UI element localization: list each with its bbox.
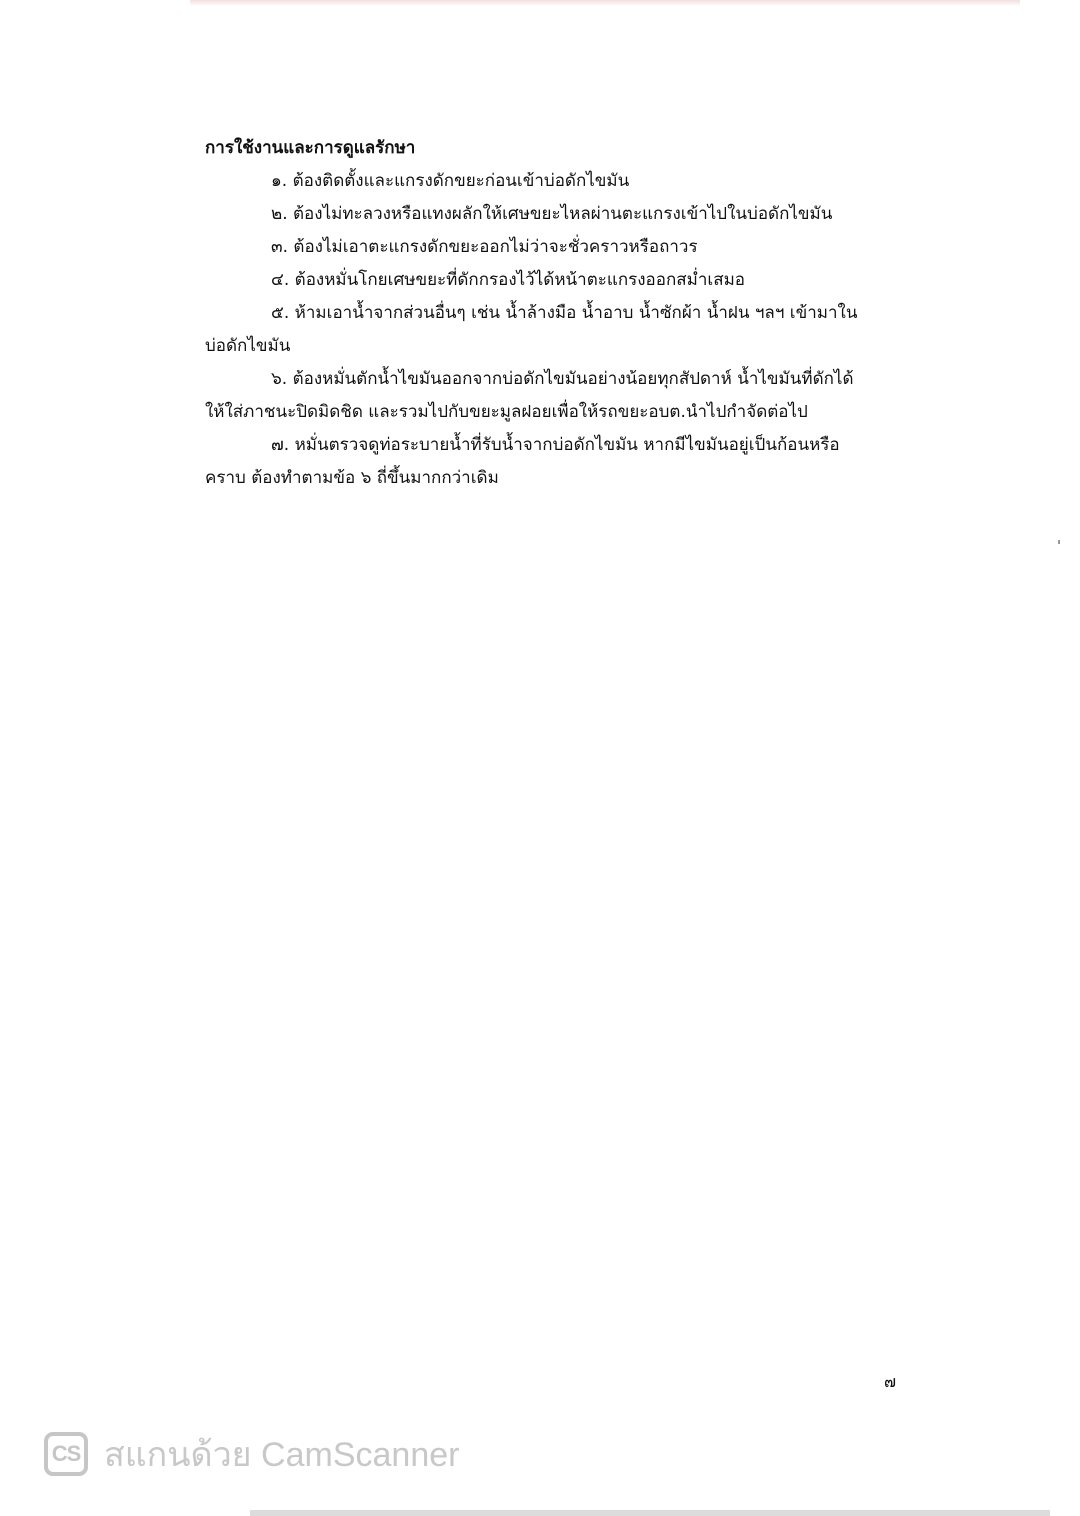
paragraph-line: บ่อดักไขมัน	[205, 336, 291, 356]
document-body	[205, 132, 905, 495]
camscanner-watermark	[44, 1428, 459, 1480]
paragraph-line: ๖. ต้องหมั่นตักน้ำไขมันออกจากบ่อดักไขมันอย่างน้อยทุกสัปดาห์ น้ำไขมันที่ดักได้	[271, 369, 854, 389]
paragraph-line: ให้ใส่ภาชนะปิดมิดชิด และรวมไปกับขยะมูลฝอยเพื่อให้รถขยะอบต.นำไปกำจัดต่อไป	[205, 402, 808, 422]
camscanner-logo-icon: CS	[44, 1432, 88, 1476]
scan-edge-top	[190, 0, 1020, 6]
scan-edge-bottom	[250, 1510, 1050, 1516]
paragraph-line: ๕. ห้ามเอาน้ำจากส่วนอื่นๆ เช่น น้ำล้างมือ น้ำอาบ น้ำซักผ้า น้ำฝน ฯลฯ เข้ามาใน	[271, 303, 858, 323]
watermark-text: สแกนด้วย CamScanner	[104, 1436, 460, 1474]
scan-speck	[1058, 540, 1060, 544]
paragraph-line: ๔. ต้องหมั่นโกยเศษขยะที่ดักกรองไว้ได้หน้าตะแกรงออกสม่ำเสมอ	[271, 270, 745, 290]
paragraph-line: คราบ ต้องทำตามข้อ ๖ ถี่ขึ้นมากกว่าเดิม	[205, 468, 499, 488]
paragraph-line: ๒. ต้องไม่ทะลวงหรือแทงผลักให้เศษขยะไหลผ่านตะแกรงเข้าไปในบ่อดักไขมัน	[271, 204, 833, 224]
paragraph-line: ๗. หมั่นตรวจดูท่อระบายน้ำที่รับน้ำจากบ่อดักไขมัน หากมีไขมันอยู่เป็นก้อนหรือ	[271, 435, 840, 455]
section-heading: การใช้งานและการดูแลรักษา	[205, 138, 416, 158]
page-number: ๗	[884, 1372, 897, 1391]
paragraph-line: ๑. ต้องติดตั้งและแกรงดักขยะก่อนเข้าบ่อดักไขมัน	[271, 171, 630, 191]
paragraph-line: ๓. ต้องไม่เอาตะแกรงดักขยะออกไม่ว่าจะชั่วคราวหรือถาวร	[271, 237, 698, 257]
